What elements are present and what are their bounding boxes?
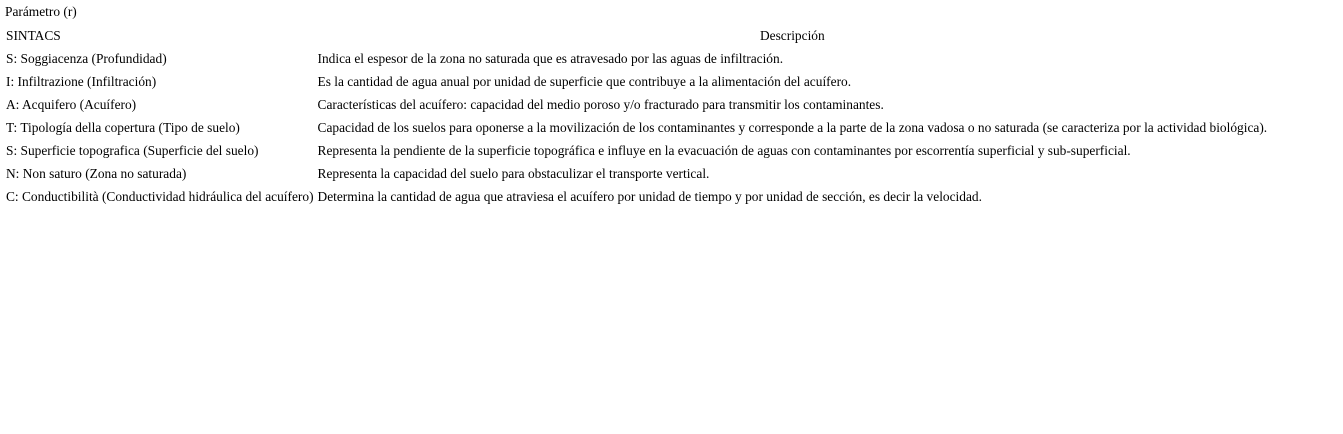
description-cell: Es la cantidad de agua anual por unidad de superficie que contribuye a la alimentación del acuífero.	[317, 74, 852, 89]
header-row	[5, 25, 1268, 46]
column-header-description: Descripción	[759, 28, 825, 43]
parameter-cell: S: Superficie topografica (Superficie del suelo)	[6, 143, 259, 158]
table-row	[5, 140, 1268, 161]
table-row	[5, 117, 1268, 138]
parameter-cell: T: Tipología della copertura (Tipo de suelo)	[6, 120, 240, 135]
description-cell: Indica el espesor de la zona no saturada que es atravesado por las aguas de infiltración.	[317, 51, 784, 66]
parameter-cell: S: Soggiacenza (Profundidad)	[6, 51, 167, 66]
table-row	[5, 48, 1268, 69]
parameter-cell: N: Non saturo (Zona no saturada)	[6, 166, 187, 181]
parameter-cell: C: Conductibilità (Conductividad hidráulica del acuífero)	[6, 189, 314, 204]
description-cell: Representa la capacidad del suelo para obstaculizar el transporte vertical.	[317, 166, 710, 181]
table-caption: Parámetro (r)	[5, 4, 77, 19]
table-row	[5, 94, 1268, 115]
description-cell: Determina la cantidad de agua que atraviesa el acuífero por unidad de tiempo y por unidad de sección, es decir la velocidad.	[317, 189, 982, 204]
parameter-cell: A: Acquifero (Acuífero)	[6, 97, 137, 112]
table-row	[5, 186, 1268, 207]
description-cell: Representa la pendiente de la superficie topográfica e influye en la evacuación de aguas con contaminantes por escorrentía superficial y sub-superficial.	[317, 143, 1131, 158]
sintacs-parameter-table	[3, 23, 1270, 209]
table-row	[5, 71, 1268, 92]
description-cell: Características del acuífero: capacidad del medio poroso y/o fracturado para transmitir los contaminantes.	[317, 97, 884, 112]
parameter-cell: I: Infiltrazione (Infiltración)	[6, 74, 157, 89]
table-row	[5, 163, 1268, 184]
table-body	[5, 48, 1268, 207]
table-header	[5, 25, 1268, 46]
description-cell: Capacidad de los suelos para oponerse a la movilización de los contaminantes y corresponde a la parte de la zona vadosa o no saturada (se caracteriza por la actividad biológica).	[317, 120, 1268, 135]
column-header-sintacs: SINTACS	[6, 28, 61, 43]
